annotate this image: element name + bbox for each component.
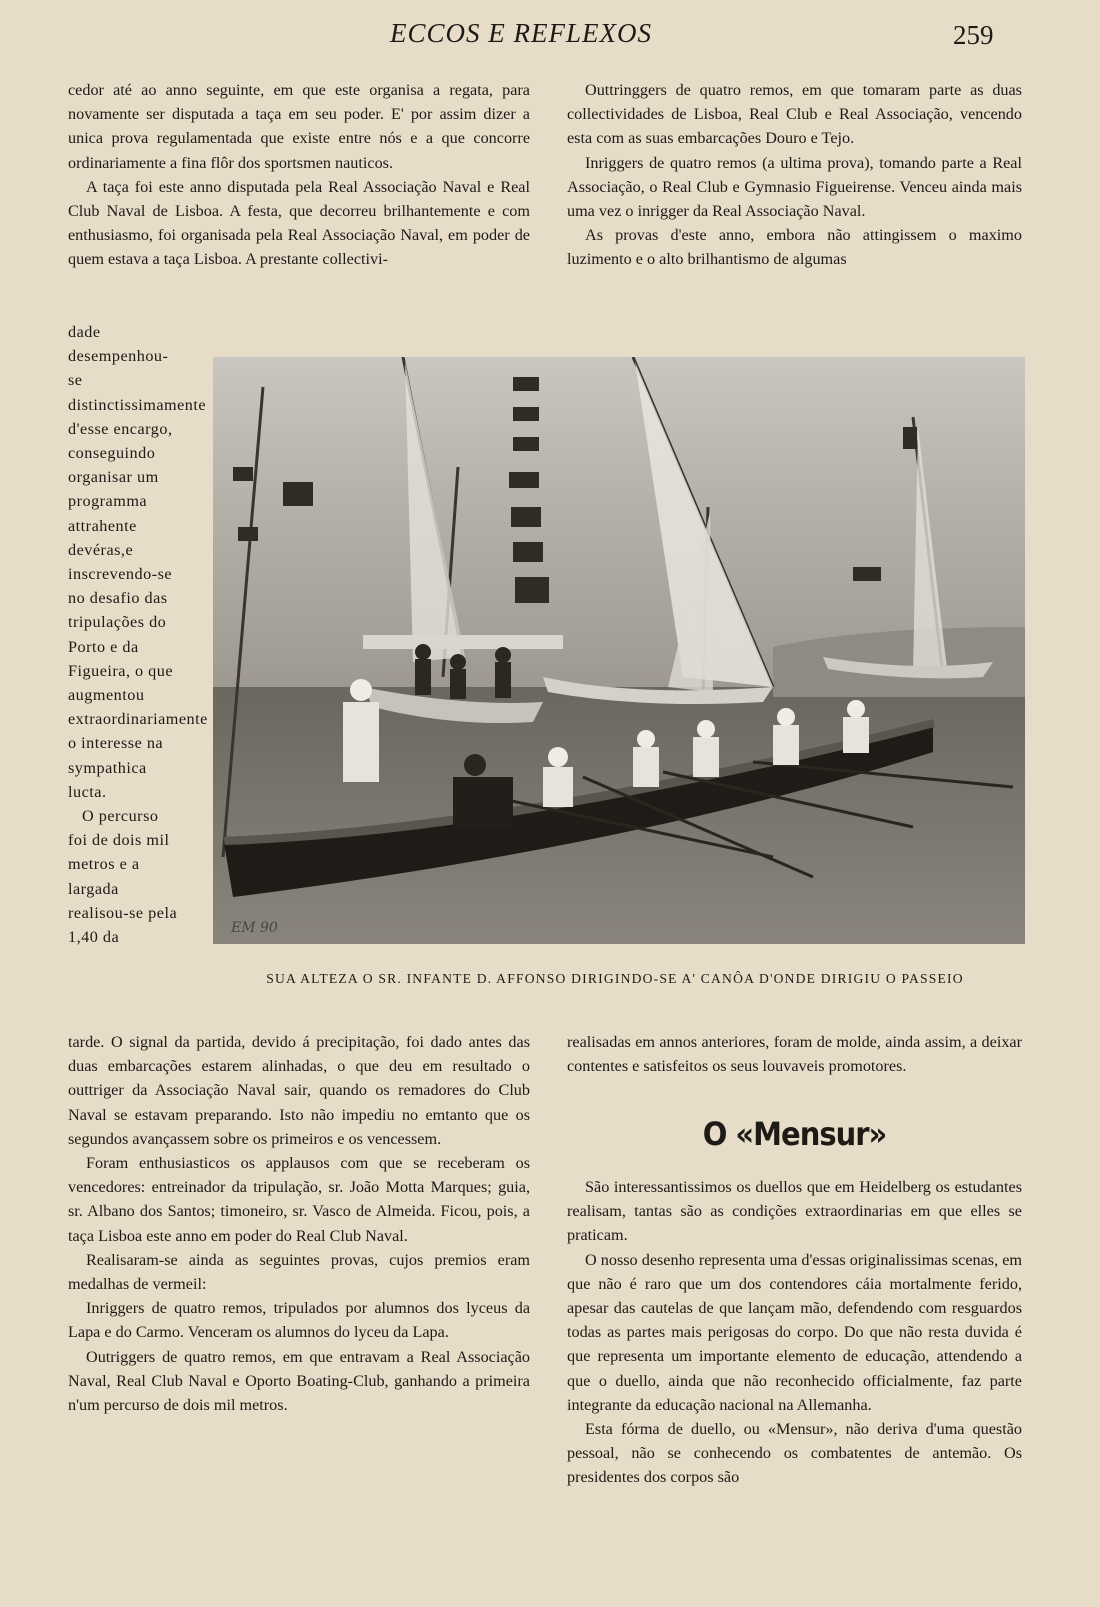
paragraph: As provas d'este anno, embora não attingissem o maximo luzimento e o alto brilhantismo de algumas: [567, 226, 1022, 269]
page-number: 259: [953, 20, 994, 50]
mensur-article: [567, 1175, 1022, 1490]
article-title: O «Mensur»: [702, 1115, 887, 1153]
photo-illustration: [213, 357, 1025, 944]
paragraph: O percurso foi de dois mil metros e a largada realisou-se pela 1,40 da: [68, 807, 178, 947]
paragraph: A taça foi este anno disputada pela Real Associação Naval e Real Club Naval de Lisboa. A festa, que decorreu brilhantemente e com enthusiasmo, foi organisada pela Real Associação Naval, em poder de quem estava a taça Lisboa. A prestante collectivi-: [68, 177, 530, 269]
paragraph: Realisaram-se ainda as seguintes provas, cujos premios eram medalhas de vermeil:: [68, 1250, 530, 1294]
regatta-photograph: [213, 357, 1025, 944]
photo-caption: SUA ALTEZA O SR. INFANTE D. AFFONSO DIRIGINDO-SE A' CANÔA D'ONDE DIRIGIU O PASSEIO: [266, 971, 964, 986]
paragraph: cedor até ao anno seguinte, em que este organisa a regata, para novamente ser disputada a taça em seu poder. E' por assim dizer a unica prova regulamentada que existe entre nós e a que concorre ordinariamente a fina flôr dos sportsmen nauticos.: [68, 81, 530, 172]
right-column-top: [567, 78, 1022, 272]
left-column-bottom: [68, 1030, 530, 1417]
right-column-bottom: [567, 1030, 1022, 1078]
paragraph: Outriggers de quatro remos, em que entravam a Real Associação Naval, Real Club Naval e Oporto Boating-Club, ganhando a primeira n'um percurso de dois mil metros.: [68, 1347, 530, 1415]
paragraph: realisadas em annos anteriores, foram de molde, ainda assim, a deixar contentes e satisfeitos os seus louvaveis promotores.: [567, 1033, 1022, 1076]
paragraph: São interessantissimos os duellos que em Heidelberg os estudantes realisam, tantas são as condições extraordinarias em que elles se praticam.: [567, 1178, 1022, 1245]
left-column-top: [68, 78, 530, 272]
paragraph: dade desempenhou-se distinctissimamente d'esse encargo, conseguindo organisar um programma attrahente devéras,e inscrevendo-se no desafio das tripulações do Porto e da Figueira, o que augmentou extraordinariamente o interesse na sympathica lucta.: [68, 323, 208, 801]
photo-signature: EM 90: [231, 920, 278, 936]
paragraph: Esta fórma de duello, ou «Mensur», não deriva d'uma questão pessoal, não se conhecendo os combatentes de antemão. Os presidentes dos corpos são: [567, 1420, 1022, 1487]
paragraph: Inriggers de quatro remos, tripulados por alumnos dos lyceus da Lapa e do Carmo. Venceram os alumnos do lyceu da Lapa.: [68, 1299, 530, 1342]
running-head: ECCOS E REFLEXOS: [390, 18, 652, 48]
left-column-narrow: [68, 320, 208, 949]
paragraph: Foram enthusiasticos os applausos com que se receberam os vencedores: entreinador da tripulação, sr. João Motta Marques; guia, sr. Albano dos Santos; timoneiro, sr. Vasco de Almeida. Ficou, pois, a taça Lisboa este anno em poder do Real Club Naval.: [68, 1154, 530, 1245]
paragraph: O nosso desenho representa uma d'essas originalissimas scenas, em que não é raro que um dos contendores cáia mortalmente ferido, apesar das cautelas de que lançam mão, defendendo com resguardos todas as partes mais perigosas do corpo. Do que não resta duvida é que representa um importante elemento de educação, attendendo a que o duello, ainda que não reconhecido officialmente, faz parte integrante da educação nacional na Allemanha.: [567, 1250, 1022, 1414]
paragraph: Inriggers de quatro remos (a ultima prova), tomando parte a Real Associação, o Real Club e Gymnasio Figueirense. Venceu ainda mais uma vez o inrigger da Real Associação Naval.: [567, 153, 1022, 221]
paragraph: tarde. O signal da partida, devido á precipitação, foi dado antes das duas embarcações estarem alinhadas, o que deu em resultado o outtriger da Associação Naval sair, quando os remadores do Club Naval se estavam preparando. Isto não impediu no emtanto que os segundos avançassem sobre os primeiros e os vencessem.: [68, 1033, 530, 1148]
paragraph: Outtringgers de quatro remos, em que tomaram parte as duas collectividades de Lisboa, Real Club e Real Associação, vencendo esta com as suas embarcações Douro e Tejo.: [567, 81, 1022, 148]
